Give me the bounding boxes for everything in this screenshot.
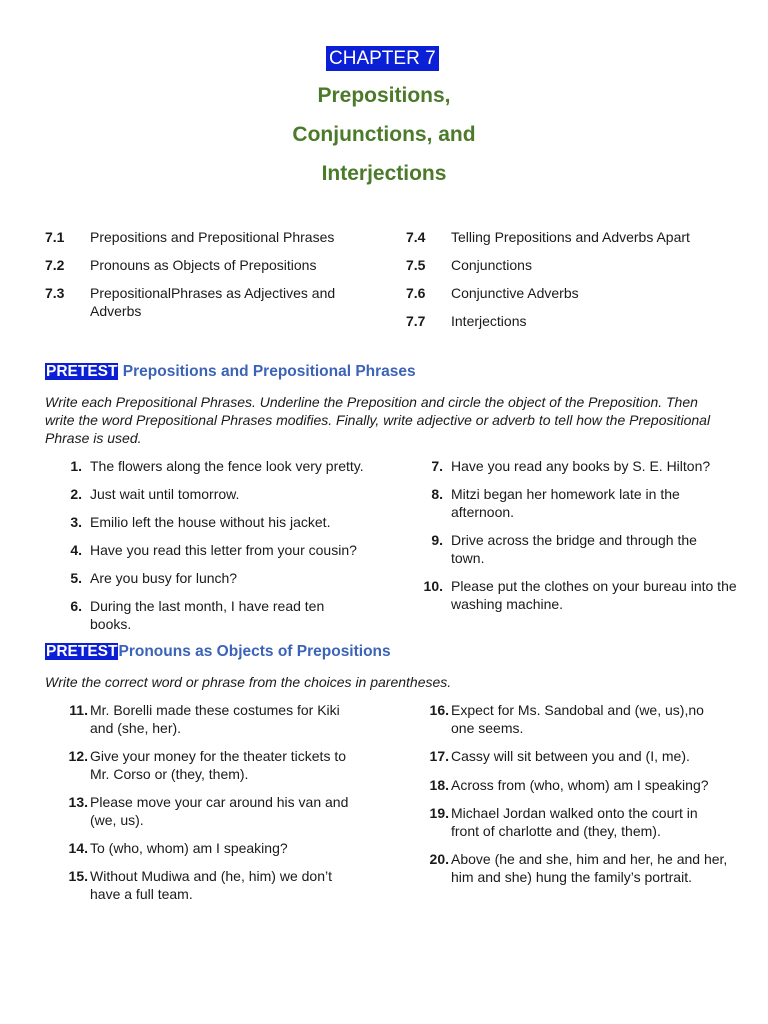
item-text: Please move your car around his van and (we, us).	[90, 794, 349, 828]
item-number: 8.	[431, 486, 443, 502]
toc-text: Conjunctive Adverbs	[451, 285, 579, 301]
toc-text: PrepositionalPhrases as Adjectives and Adverbs	[90, 285, 336, 319]
toc-number: 7.4	[406, 229, 426, 245]
item-text: Cassy will sit between you and (I, me).	[451, 748, 690, 764]
item-number: 16.	[429, 702, 449, 718]
item-text: Please put the clothes on your bureau into the washing machine.	[451, 578, 737, 612]
chapter-label: CHAPTER 7	[326, 46, 439, 71]
toc-text: Telling Prepositions and Adverbs Apart	[451, 229, 690, 245]
item-number: 3.	[70, 514, 82, 530]
item-number: 14.	[68, 840, 88, 856]
section-heading-prepositional-phrases	[45, 362, 416, 382]
toc-number: 7.6	[406, 285, 426, 301]
item-number: 7.	[431, 458, 443, 474]
item-number: 10.	[423, 578, 443, 594]
toc-text: Interjections	[451, 313, 527, 329]
section-heading-text: Prepositions and Prepositional Phrases	[118, 363, 416, 380]
item-number: 18.	[429, 777, 449, 793]
item-text: Michael Jordan walked onto the court in front of charlotte and (they, them).	[451, 805, 698, 839]
item-number: 2.	[70, 486, 82, 502]
item-text: Mitzi began her homework late in the afternoon.	[451, 486, 680, 520]
toc-text: Conjunctions	[451, 257, 532, 273]
item-text: Above (he and she, him and her, he and her, him and she) hung the family’s portrait.	[451, 851, 728, 885]
section-heading-pronouns	[45, 642, 391, 662]
item-text: Expect for Ms. Sandobal and (we, us),no one seems.	[451, 702, 704, 736]
item-number: 12.	[68, 748, 88, 764]
toc-number: 7.1	[45, 229, 65, 245]
item-number: 17.	[429, 748, 449, 764]
item-text: The flowers along the fence look very pretty.	[90, 458, 364, 474]
item-text: Mr. Borelli made these costumes for Kiki and (she, her).	[90, 702, 340, 736]
item-text: Without Mudiwa and (he, him) we don’t have a full team.	[90, 868, 332, 902]
section-instructions: Write each Prepositional Phrases. Underline the Preposition and circle the object of the Preposition. Then write the word Prepositional Phrases modifies. Finally, write adjective or adverb to tell how the Prepositional Phrase is used.	[45, 394, 711, 446]
toc-text: Pronouns as Objects of Prepositions	[90, 257, 317, 273]
section-instructions: Write the correct word or phrase from the choices in parentheses.	[45, 674, 452, 690]
item-text: Have you read this letter from your cousin?	[90, 542, 357, 558]
item-number: 11.	[69, 702, 88, 718]
toc-number: 7.5	[406, 257, 426, 273]
item-text: Have you read any books by S. E. Hilton?	[451, 458, 711, 474]
item-number: 5.	[70, 570, 82, 586]
toc-number: 7.3	[45, 285, 65, 301]
item-number: 9.	[431, 532, 443, 548]
chapter-title-line-2: Conjunctions, and	[292, 123, 476, 146]
item-number: 4.	[70, 542, 82, 558]
toc-text: Prepositions and Prepositional Phrases	[90, 229, 335, 245]
pretest-tag: PRETEST	[46, 363, 118, 380]
item-text: Are you busy for lunch?	[90, 570, 238, 586]
chapter-title-line-3: Interjections	[321, 162, 447, 185]
item-number: 13.	[68, 794, 88, 810]
toc-number: 7.7	[406, 313, 426, 329]
item-text: Just wait until tomorrow.	[90, 486, 240, 502]
section-heading-text: Pronouns as Objects of Prepositions	[118, 643, 391, 660]
item-text: Across from (who, whom) am I speaking?	[451, 777, 709, 793]
pretest-tag: PRETEST	[46, 643, 118, 660]
item-number: 20.	[429, 851, 449, 867]
chapter-title-line-1: Prepositions,	[317, 84, 451, 107]
item-number: 6.	[70, 598, 82, 614]
item-number: 1.	[70, 458, 82, 474]
item-text: Emilio left the house without his jacket.	[90, 514, 331, 530]
item-text: To (who, whom) am I speaking?	[90, 840, 288, 856]
item-number: 15.	[68, 868, 88, 884]
toc-number: 7.2	[45, 257, 65, 273]
item-text: Drive across the bridge and through the town.	[451, 532, 697, 566]
item-text: During the last month, I have read ten books.	[90, 598, 325, 632]
item-number: 19.	[429, 805, 449, 821]
item-text: Give your money for the theater tickets to Mr. Corso or (they, them).	[90, 748, 347, 782]
